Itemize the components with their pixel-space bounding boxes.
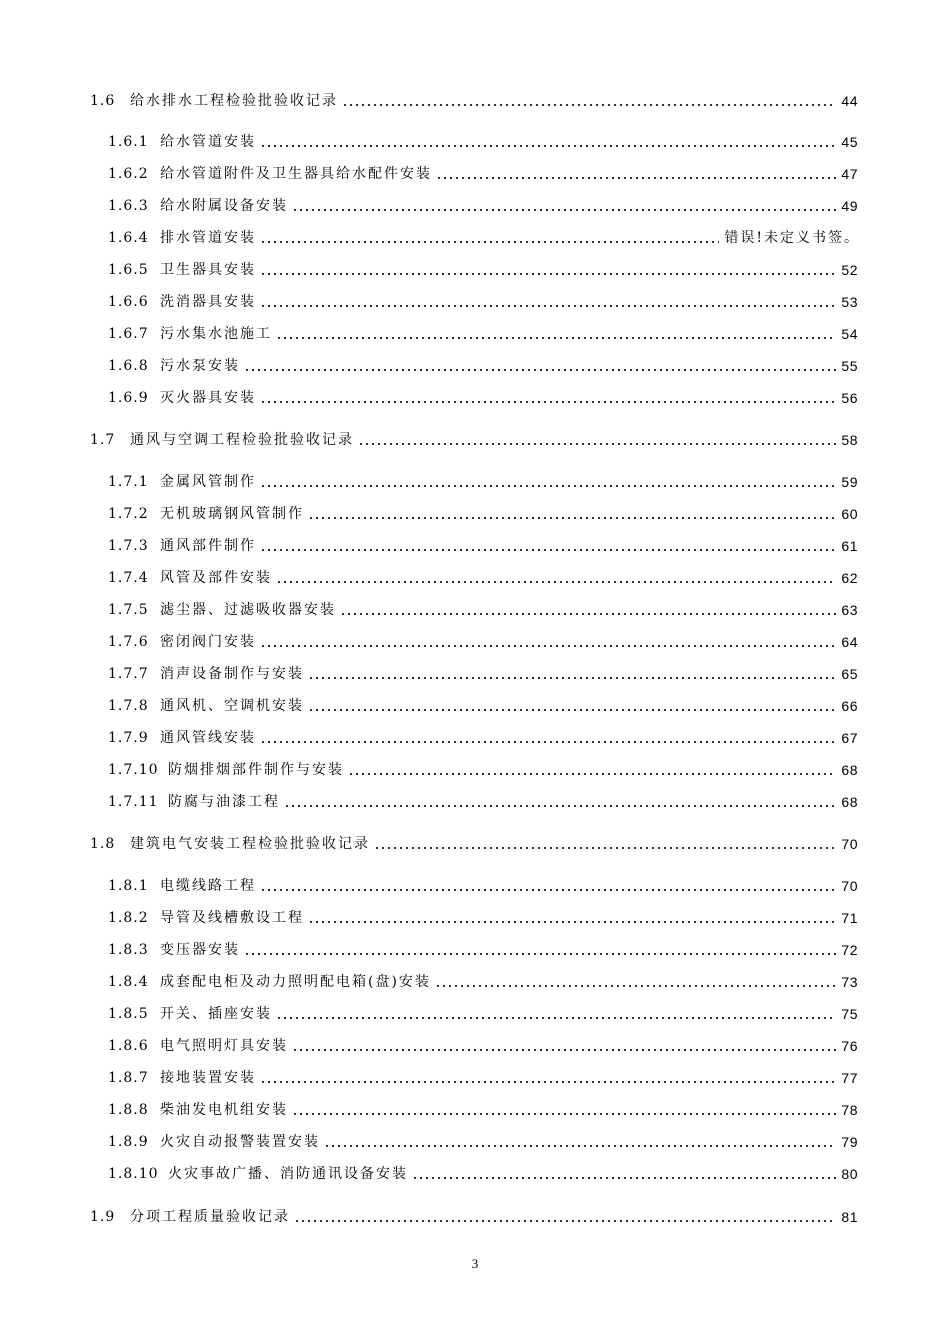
dot-leader (308, 677, 836, 679)
toc-title: 防烟排烟部件制作与安装 (168, 762, 344, 778)
toc-entry-1-8-1[interactable] (108, 873, 858, 895)
toc-title: 卫生器具安装 (160, 262, 256, 278)
toc-number: 1.6.1 (108, 134, 149, 150)
toc-entry-1-9[interactable] (90, 1204, 858, 1226)
toc-title: 接地装置安装 (160, 1070, 256, 1086)
toc-entry-1-6-7[interactable] (108, 321, 858, 343)
toc-title: 通风部件制作 (160, 538, 256, 554)
dot-leader (276, 337, 836, 339)
toc-title: 风管及部件安装 (160, 570, 272, 586)
toc-page: 60 (841, 506, 858, 522)
toc-number: 1.6.6 (108, 294, 149, 310)
toc-page: 63 (841, 602, 858, 618)
toc-number: 1.7.6 (108, 634, 149, 650)
toc-title: 火灾自动报警装置安装 (160, 1134, 320, 1150)
toc-entry-1-7-4[interactable] (108, 565, 858, 587)
toc-title: 通风机、空调机安装 (160, 698, 304, 714)
toc-title: 排水管道安装 (160, 230, 256, 246)
toc-number: 1.7.1 (108, 474, 149, 490)
toc-entry-1-8-10[interactable] (108, 1161, 858, 1183)
toc-title: 电气照明灯具安装 (160, 1038, 288, 1054)
toc-number: 1.6.7 (108, 326, 149, 342)
toc-title: 通风管线安装 (160, 730, 256, 746)
toc-title: 防腐与油漆工程 (168, 794, 280, 810)
toc-number: 1.9 (90, 1209, 116, 1225)
dot-leader (292, 209, 836, 211)
toc-title: 污水集水池施工 (160, 326, 272, 342)
dot-leader (308, 921, 836, 923)
toc-entry-1-6-3[interactable] (108, 193, 858, 215)
toc-number: 1.8.9 (108, 1134, 149, 1150)
toc-page: 70 (841, 878, 858, 894)
toc-number: 1.8.10 (108, 1166, 159, 1182)
toc-number: 1.8.4 (108, 974, 149, 990)
toc-entry-1-7-7[interactable] (108, 661, 858, 683)
toc-page: 79 (841, 1134, 858, 1150)
toc-entry-1-7-2[interactable] (108, 501, 858, 523)
toc-page: 47 (841, 166, 858, 182)
toc-title: 灭火器具安装 (160, 390, 256, 406)
toc-entry-1-6-9[interactable] (108, 385, 858, 407)
toc-entry-1-7-10[interactable] (108, 757, 858, 779)
toc-entry-1-8-8[interactable] (108, 1097, 858, 1119)
toc-number: 1.8.8 (108, 1102, 149, 1118)
dot-leader (340, 613, 836, 615)
toc-number: 1.8.2 (108, 910, 149, 926)
page-number: 3 (471, 1256, 479, 1271)
toc-page: 77 (841, 1070, 858, 1086)
toc-entry-1-8-9[interactable] (108, 1129, 858, 1151)
toc-title: 洗消器具安装 (160, 294, 256, 310)
toc-entry-1-7-5[interactable] (108, 597, 858, 619)
toc-number: 1.7.5 (108, 602, 149, 618)
dot-leader (412, 1177, 836, 1179)
dot-leader (260, 485, 836, 487)
dot-leader (260, 1081, 836, 1083)
dot-leader (260, 889, 836, 891)
toc-page: 61 (841, 538, 858, 554)
toc-title: 建筑电气安装工程检验批验收记录 (130, 836, 370, 852)
toc-entry-1-6-5[interactable] (108, 257, 858, 279)
toc-number: 1.8.7 (108, 1070, 149, 1086)
toc-number: 1.8.3 (108, 942, 149, 958)
toc-entry-1-8-7[interactable] (108, 1065, 858, 1087)
dot-leader (436, 177, 836, 179)
toc-number: 1.7.2 (108, 506, 149, 522)
dot-leader (260, 645, 836, 647)
dot-leader (260, 241, 719, 243)
dot-leader (342, 104, 836, 106)
toc-number: 1.6.5 (108, 262, 149, 278)
toc-page: 49 (841, 198, 858, 214)
toc-number: 1.8.1 (108, 878, 149, 894)
toc-page: 53 (841, 294, 858, 310)
toc-number: 1.7.8 (108, 698, 149, 714)
toc-entry-1-8-2[interactable] (108, 905, 858, 927)
dot-leader (348, 773, 836, 775)
toc-title: 柴油发电机组安装 (160, 1102, 288, 1118)
toc-page: 68 (841, 794, 858, 810)
toc-entry-1-6-2[interactable] (108, 161, 858, 183)
toc-page: 45 (841, 134, 858, 150)
toc-title: 密闭阀门安装 (160, 634, 256, 650)
dot-leader (374, 847, 836, 849)
toc-page: 58 (841, 432, 858, 448)
dot-leader (292, 1049, 836, 1051)
toc-entry-1-6-1[interactable] (108, 129, 858, 151)
dot-leader (276, 581, 836, 583)
toc-number: 1.8 (90, 836, 116, 852)
toc-number: 1.7.4 (108, 570, 149, 586)
toc-page: 54 (841, 326, 858, 342)
toc-page: 64 (841, 634, 858, 650)
toc-number: 1.6.9 (108, 390, 149, 406)
toc-page: 44 (841, 93, 858, 109)
dot-leader (358, 443, 836, 445)
toc-title: 导管及线槽敷设工程 (160, 910, 304, 926)
dot-leader (292, 1113, 836, 1115)
toc-entry-1-6-8[interactable] (108, 353, 858, 375)
toc-number: 1.8.5 (108, 1006, 149, 1022)
toc-entry-1-6-6[interactable] (108, 289, 858, 311)
toc-page: 66 (841, 698, 858, 714)
toc-page: 76 (841, 1038, 858, 1054)
toc-page: 65 (841, 666, 858, 682)
toc-title: 金属风管制作 (160, 474, 256, 490)
toc-entry-1-7-3[interactable] (108, 533, 858, 555)
toc-page: 75 (841, 1006, 858, 1022)
dot-leader (324, 1145, 836, 1147)
toc-title: 火灾事故广播、消防通讯设备安装 (168, 1166, 408, 1182)
dot-leader (276, 1017, 836, 1019)
toc-page: 70 (841, 836, 858, 852)
toc-page: 67 (841, 730, 858, 746)
toc-title: 滤尘器、过滤吸收器安装 (160, 602, 336, 618)
toc-page-error: 错误!未定义书签。 (724, 230, 860, 246)
toc-entry-1-7-9[interactable] (108, 725, 858, 747)
toc-title: 给水附属设备安装 (160, 198, 288, 214)
toc-page: 72 (841, 942, 858, 958)
toc-page: 81 (841, 1209, 858, 1225)
dot-leader (435, 985, 836, 987)
dot-leader (244, 369, 836, 371)
dot-leader (308, 709, 836, 711)
toc-number: 1.6.4 (108, 230, 149, 246)
toc-title: 变压器安装 (160, 942, 240, 958)
toc-number: 1.8.6 (108, 1038, 149, 1054)
toc-number: 1.6.2 (108, 166, 149, 182)
dot-leader (260, 549, 836, 551)
toc-entry-1-8-5[interactable] (108, 1001, 858, 1023)
toc-entry-1-6-4[interactable] (108, 225, 860, 247)
dot-leader (244, 953, 836, 955)
toc-title: 通风与空调工程检验批验收记录 (130, 432, 354, 448)
toc-title: 分项工程质量验收记录 (130, 1209, 290, 1225)
toc-page: 73 (841, 974, 858, 990)
toc-number: 1.6.8 (108, 358, 149, 374)
toc-entry-1-7-1[interactable] (108, 469, 858, 491)
toc-entry-1-7-11[interactable] (108, 789, 858, 811)
toc-entry-1-8-4[interactable] (108, 969, 858, 991)
toc-title: 电缆线路工程 (160, 878, 256, 894)
toc-number: 1.6 (90, 93, 116, 109)
toc-title: 污水泵安装 (160, 358, 240, 374)
toc-number: 1.7.10 (108, 762, 159, 778)
toc-page: 80 (841, 1166, 858, 1182)
toc-entry-1-7-6[interactable] (108, 629, 858, 651)
toc-title: 开关、插座安装 (160, 1006, 272, 1022)
toc-entry-1-6[interactable] (90, 88, 858, 110)
dot-leader (260, 145, 836, 147)
toc-page: 56 (841, 390, 858, 406)
toc-title: 无机玻璃钢风管制作 (160, 506, 304, 522)
dot-leader (260, 273, 836, 275)
toc-title: 给水管道安装 (160, 134, 256, 150)
toc-number: 1.7.11 (108, 794, 159, 810)
toc-title: 给水管道附件及卫生器具给水配件安装 (160, 166, 432, 182)
toc-entry-1-8-3[interactable] (108, 937, 858, 959)
toc-title: 消声设备制作与安装 (160, 666, 304, 682)
toc-page: 59 (841, 474, 858, 490)
toc-entry-1-7[interactable] (90, 427, 858, 449)
dot-leader (260, 305, 836, 307)
toc-number: 1.7.7 (108, 666, 149, 682)
dot-leader (294, 1220, 836, 1222)
toc-number: 1.6.3 (108, 198, 149, 214)
toc-entry-1-8-6[interactable] (108, 1033, 858, 1055)
toc-title: 给水排水工程检验批验收记录 (130, 93, 338, 109)
dot-leader (260, 741, 836, 743)
toc-number: 1.7.3 (108, 538, 149, 554)
toc-page: 78 (841, 1102, 858, 1118)
dot-leader (260, 401, 836, 403)
toc-page: 68 (841, 762, 858, 778)
toc-number: 1.7.9 (108, 730, 149, 746)
toc-page: 62 (841, 570, 858, 586)
toc-entry-1-7-8[interactable] (108, 693, 858, 715)
toc-title: 成套配电柜及动力照明配电箱(盘)安装 (160, 974, 431, 990)
toc-entry-1-8[interactable] (90, 831, 858, 853)
dot-leader (284, 805, 836, 807)
dot-leader (308, 517, 836, 519)
toc-number: 1.7 (90, 432, 116, 448)
toc-page: 52 (841, 262, 858, 278)
toc-page: 55 (841, 358, 858, 374)
toc-page: 71 (841, 910, 858, 926)
